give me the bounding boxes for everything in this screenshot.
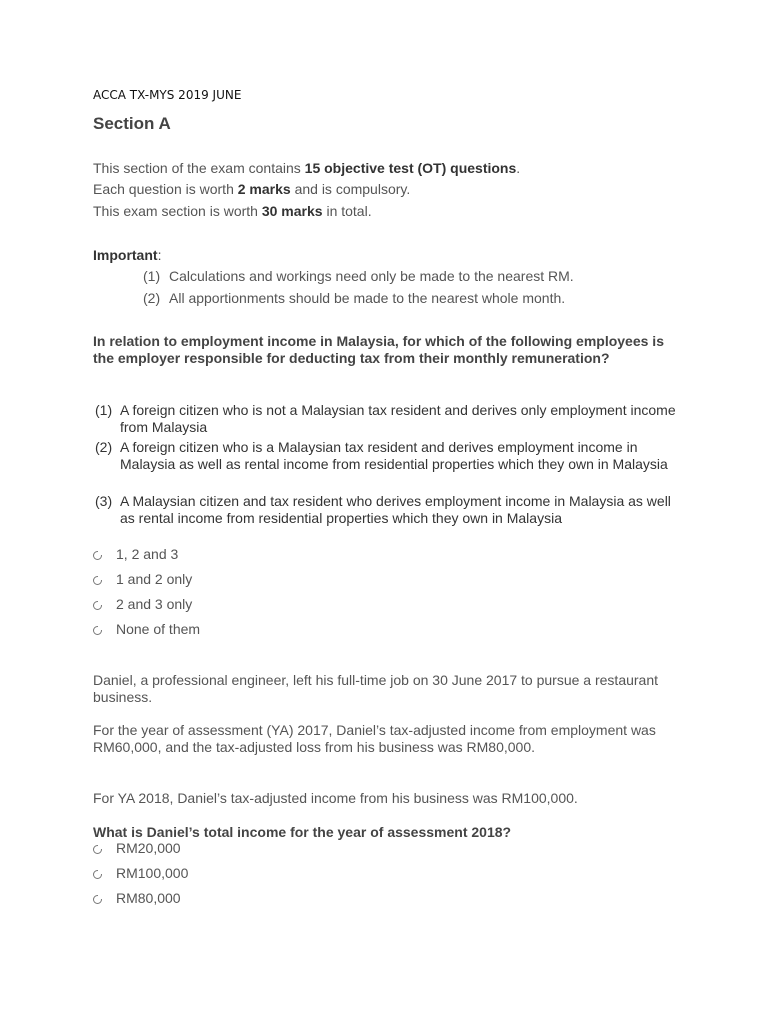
- question-1-option-3[interactable]: [93, 596, 192, 612]
- note-number: (2): [143, 290, 161, 306]
- question-2-text: What is Daniel’s total income for the year of assessment 2018?: [93, 824, 512, 840]
- important-note-1: [143, 268, 574, 284]
- note-text: All apportionments should be made to the nearest whole month.: [169, 290, 566, 306]
- option-label: None of them: [116, 621, 201, 637]
- radio-button-icon[interactable]: [93, 626, 102, 635]
- intro-line-2-text: Each question is worth: [93, 181, 238, 197]
- intro-line-3-end: in total.: [322, 203, 372, 219]
- option-label: 1 and 2 only: [116, 571, 193, 587]
- intro-line-2-bold: 2 marks: [237, 181, 291, 197]
- radio-button-icon[interactable]: [93, 576, 102, 585]
- question-1-option-4[interactable]: [93, 621, 200, 637]
- intro-line-3-bold: 30 marks: [261, 203, 323, 219]
- question-2-option-3[interactable]: [93, 890, 181, 906]
- radio-button-icon[interactable]: [93, 601, 102, 610]
- option-label: 2 and 3 only: [116, 596, 193, 612]
- intro-line-2: [93, 181, 410, 197]
- radio-button-icon[interactable]: [93, 845, 102, 854]
- statement-text: A foreign citizen who is a Malaysian tax resident and derives employment income in Malaysia as well as rental income from residential properties which they own in Malaysia: [120, 439, 668, 472]
- statement-number: (2): [95, 439, 113, 455]
- question-1-statement-1: [95, 402, 685, 436]
- question-1-option-2[interactable]: [93, 571, 192, 587]
- statement-number: (1): [95, 402, 113, 418]
- statement-text: A foreign citizen who is not a Malaysian tax resident and derives only employment income from Malaysia: [120, 402, 676, 435]
- radio-button-icon[interactable]: [93, 551, 102, 560]
- question-2-paragraph-2: For the year of assessment (YA) 2017, Daniel’s tax-adjusted income from employment was RM60,000, and the tax-adjusted loss from his business was RM80,000.: [93, 722, 656, 755]
- intro-line-2-end: and is compulsory.: [290, 181, 411, 197]
- question-2-paragraph-3: For YA 2018, Daniel’s tax-adjusted income from his business was RM100,000.: [93, 790, 578, 806]
- note-text: Calculations and workings need only be made to the nearest RM.: [169, 268, 574, 284]
- important-label-text: Important: [93, 247, 158, 263]
- section-title: Section A: [93, 114, 171, 133]
- intro-line-1-end: .: [516, 160, 521, 176]
- option-label: RM100,000: [116, 865, 189, 881]
- question-2-option-2[interactable]: [93, 865, 188, 881]
- important-note-2: [143, 290, 565, 306]
- intro-line-1-bold: 15 objective test (OT) questions: [304, 160, 517, 176]
- option-label: RM80,000: [116, 890, 181, 906]
- radio-button-icon[interactable]: [93, 895, 102, 904]
- question-2-option-1[interactable]: [93, 840, 181, 856]
- question-1-text: In relation to employment income in Malaysia, for which of the following employees is the employer responsible for deducting tax from their monthly remuneration?: [93, 333, 664, 366]
- statement-text: A Malaysian citizen and tax resident who derives employment income in Malaysia as well as rental income from residential properties which they own in Malaysia: [120, 493, 671, 526]
- option-label: 1, 2 and 3: [116, 546, 179, 562]
- important-label: [93, 247, 161, 263]
- intro-line-1: [93, 160, 520, 176]
- statement-number: (3): [95, 493, 113, 509]
- intro-line-1-text: This section of the exam contains: [93, 160, 305, 176]
- important-label-colon: :: [157, 247, 162, 263]
- intro-line-3: [93, 203, 372, 219]
- intro-line-3-text: This exam section is worth: [93, 203, 262, 219]
- question-1-statement-3: [95, 493, 685, 527]
- option-label: RM20,000: [116, 840, 181, 856]
- radio-button-icon[interactable]: [93, 870, 102, 879]
- question-2-paragraph-1: Daniel, a professional engineer, left his full-time job on 30 June 2017 to pursue a restaurant business.: [93, 672, 659, 705]
- question-1-option-1[interactable]: [93, 546, 178, 562]
- question-1-statement-2: [95, 439, 685, 473]
- note-number: (1): [143, 268, 161, 284]
- document-header: ACCA TX-MYS 2019 JUNE: [93, 88, 242, 102]
